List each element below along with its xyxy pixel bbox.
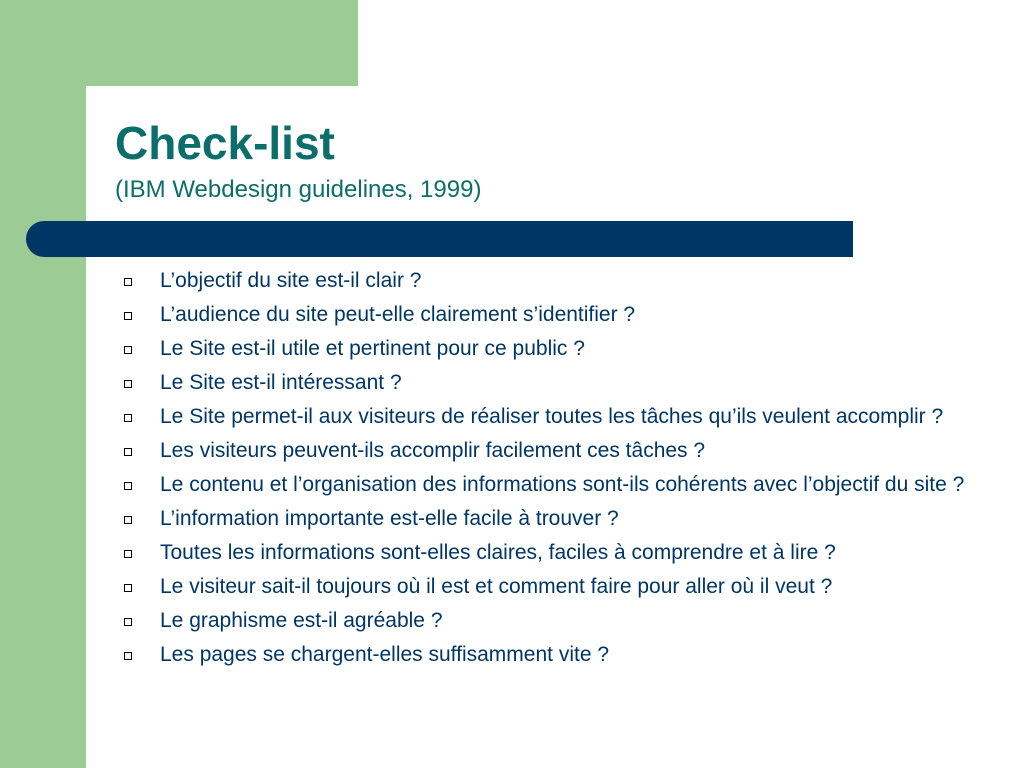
hollow-square-bullet-icon (124, 346, 132, 354)
checklist-item-text: L’information importante est-elle facile à trouver ? (160, 507, 619, 530)
checklist-item (119, 574, 999, 600)
hollow-square-bullet-icon (124, 550, 132, 558)
hollow-square-bullet-icon (124, 312, 132, 320)
checklist-item (119, 438, 999, 464)
checklist-item-text: Le graphisme est-il agréable ? (160, 609, 443, 632)
checklist-item (119, 302, 999, 328)
checklist (119, 268, 999, 676)
hollow-square-bullet-icon (124, 448, 132, 456)
checklist-item-text: Les pages se chargent-elles suffisamment vite ? (160, 643, 610, 666)
checklist-item-text: Toutes les informations sont-elles claires, faciles à comprendre et à lire ? (160, 541, 836, 564)
checklist-item-text: Le Site est-il utile et pertinent pour ce public ? (160, 337, 585, 360)
checklist-item (119, 642, 999, 668)
decorative-green-band-top (0, 0, 358, 86)
hollow-square-bullet-icon (124, 516, 132, 524)
checklist-item (119, 268, 999, 294)
hollow-square-bullet-icon (124, 414, 132, 422)
checklist-item-text: L’audience du site peut-elle clairement s’identifier ? (160, 303, 636, 326)
hollow-square-bullet-icon (124, 278, 132, 286)
hollow-square-bullet-icon (124, 380, 132, 388)
checklist-item (119, 540, 999, 566)
checklist-item (119, 336, 999, 362)
slide-title: Check-list (115, 117, 335, 169)
checklist-item-text: Les visiteurs peuvent-ils accomplir facilement ces tâches ? (160, 439, 706, 462)
checklist-item (119, 370, 999, 396)
slide-subtitle: (IBM Webdesign guidelines, 1999) (115, 176, 482, 203)
checklist-item-text: Le contenu et l’organisation des informations sont-ils cohérents avec l’objectif du site ? (160, 473, 965, 496)
hollow-square-bullet-icon (124, 618, 132, 626)
checklist-item-text: Le Site est-il intéressant ? (160, 371, 402, 394)
decorative-green-band-left (0, 0, 86, 768)
checklist-item (119, 506, 999, 532)
checklist-item (119, 608, 999, 634)
hollow-square-bullet-icon (124, 482, 132, 490)
decorative-title-bar (26, 221, 853, 257)
hollow-square-bullet-icon (124, 584, 132, 592)
checklist-item-text: L’objectif du site est-il clair ? (160, 269, 422, 292)
hollow-square-bullet-icon (124, 652, 132, 660)
checklist-item-text: Le Site permet-il aux visiteurs de réaliser toutes les tâches qu’ils veulent accomplir ? (160, 405, 944, 428)
checklist-item (119, 472, 999, 498)
checklist-item (119, 404, 999, 430)
checklist-item-text: Le visiteur sait-il toujours où il est et comment faire pour aller où il veut ? (160, 575, 833, 598)
